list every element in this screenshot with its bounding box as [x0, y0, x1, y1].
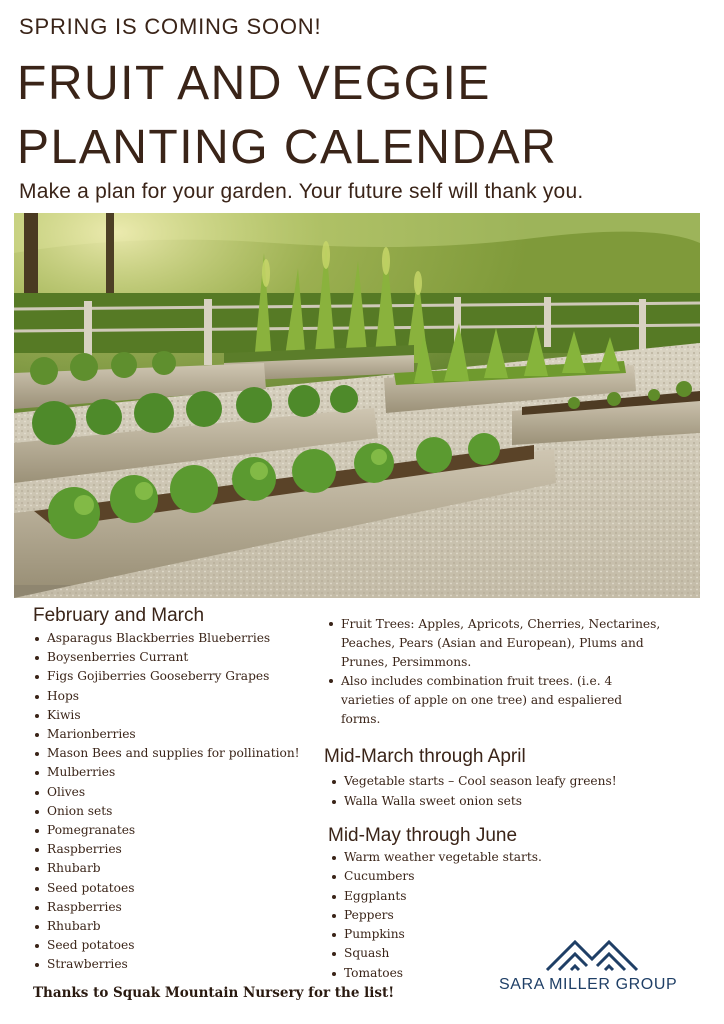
list-item: Onion sets: [33, 802, 323, 821]
thanks-credit: Thanks to Squak Mountain Nursery for the list!: [33, 985, 395, 1001]
logo-text: SARA MILLER GROUP: [499, 976, 678, 993]
kicker-text: SPRING IS COMING SOON!: [19, 14, 322, 39]
page-title-line-2: PLANTING CALENDAR: [17, 121, 558, 174]
list-item: Olives: [33, 783, 323, 802]
list-item: Tomatoes: [330, 964, 664, 983]
list-item: Marionberries: [33, 725, 323, 744]
page-title-line-1: FRUIT AND VEGGIE: [17, 57, 491, 110]
page-title: [17, 52, 557, 180]
feb-march-section: [33, 604, 323, 975]
list-item: Raspberries: [33, 840, 323, 859]
list-item: Squash: [330, 944, 664, 963]
feb-march-list: [33, 629, 323, 975]
list-item: Figs Gojiberries Gooseberry Grapes: [33, 667, 323, 686]
list-item: Strawberries: [33, 955, 323, 974]
list-item: Also includes combination fruit trees. (i.e. 4 varieties of apple on one tree) and espaliered forms.: [327, 672, 664, 729]
sara-miller-group-logo: [496, 936, 702, 998]
mid-march-april-heading: Mid-March through April: [324, 746, 526, 767]
list-item: Mason Bees and supplies for pollination!: [33, 744, 323, 763]
mid-may-june-heading: Mid-May through June: [328, 825, 518, 846]
list-item: Pomegranates: [33, 821, 323, 840]
list-item: Rhubarb: [33, 859, 323, 878]
list-item: Cucumbers: [330, 867, 664, 886]
mid-march-april-list: [330, 772, 664, 811]
list-item: Warm weather vegetable starts.: [330, 848, 664, 867]
garden-raised-beds-photo: [14, 213, 700, 598]
page-subtitle: Make a plan for your garden. Your future self will thank you.: [19, 180, 584, 203]
list-item: Peppers: [330, 906, 664, 925]
list-item: Eggplants: [330, 887, 664, 906]
list-item: Mulberries: [33, 763, 323, 782]
list-item: Asparagus Blackberries Blueberries: [33, 629, 323, 648]
list-item: Fruit Trees: Apples, Apricots, Cherries, Nectarines, Peaches, Pears (Asian and European), Plums and Prunes, Persimmons.: [327, 615, 664, 672]
right-column: [324, 615, 664, 983]
list-item: Seed potatoes: [33, 879, 323, 898]
list-item: Rhubarb: [33, 917, 323, 936]
list-item: Seed potatoes: [33, 936, 323, 955]
list-item: Hops: [33, 687, 323, 706]
list-item: Pumpkins: [330, 925, 664, 944]
feb-march-heading: February and March: [33, 605, 205, 626]
mountain-logo-icon: [545, 936, 639, 972]
list-item: Raspberries: [33, 898, 323, 917]
list-item: Vegetable starts – Cool season leafy greens!: [330, 772, 664, 792]
fruit-trees-list: [327, 615, 664, 729]
list-item: Boysenberries Currant: [33, 648, 323, 667]
list-item: Kiwis: [33, 706, 323, 725]
list-item: Walla Walla sweet onion sets: [330, 792, 664, 812]
